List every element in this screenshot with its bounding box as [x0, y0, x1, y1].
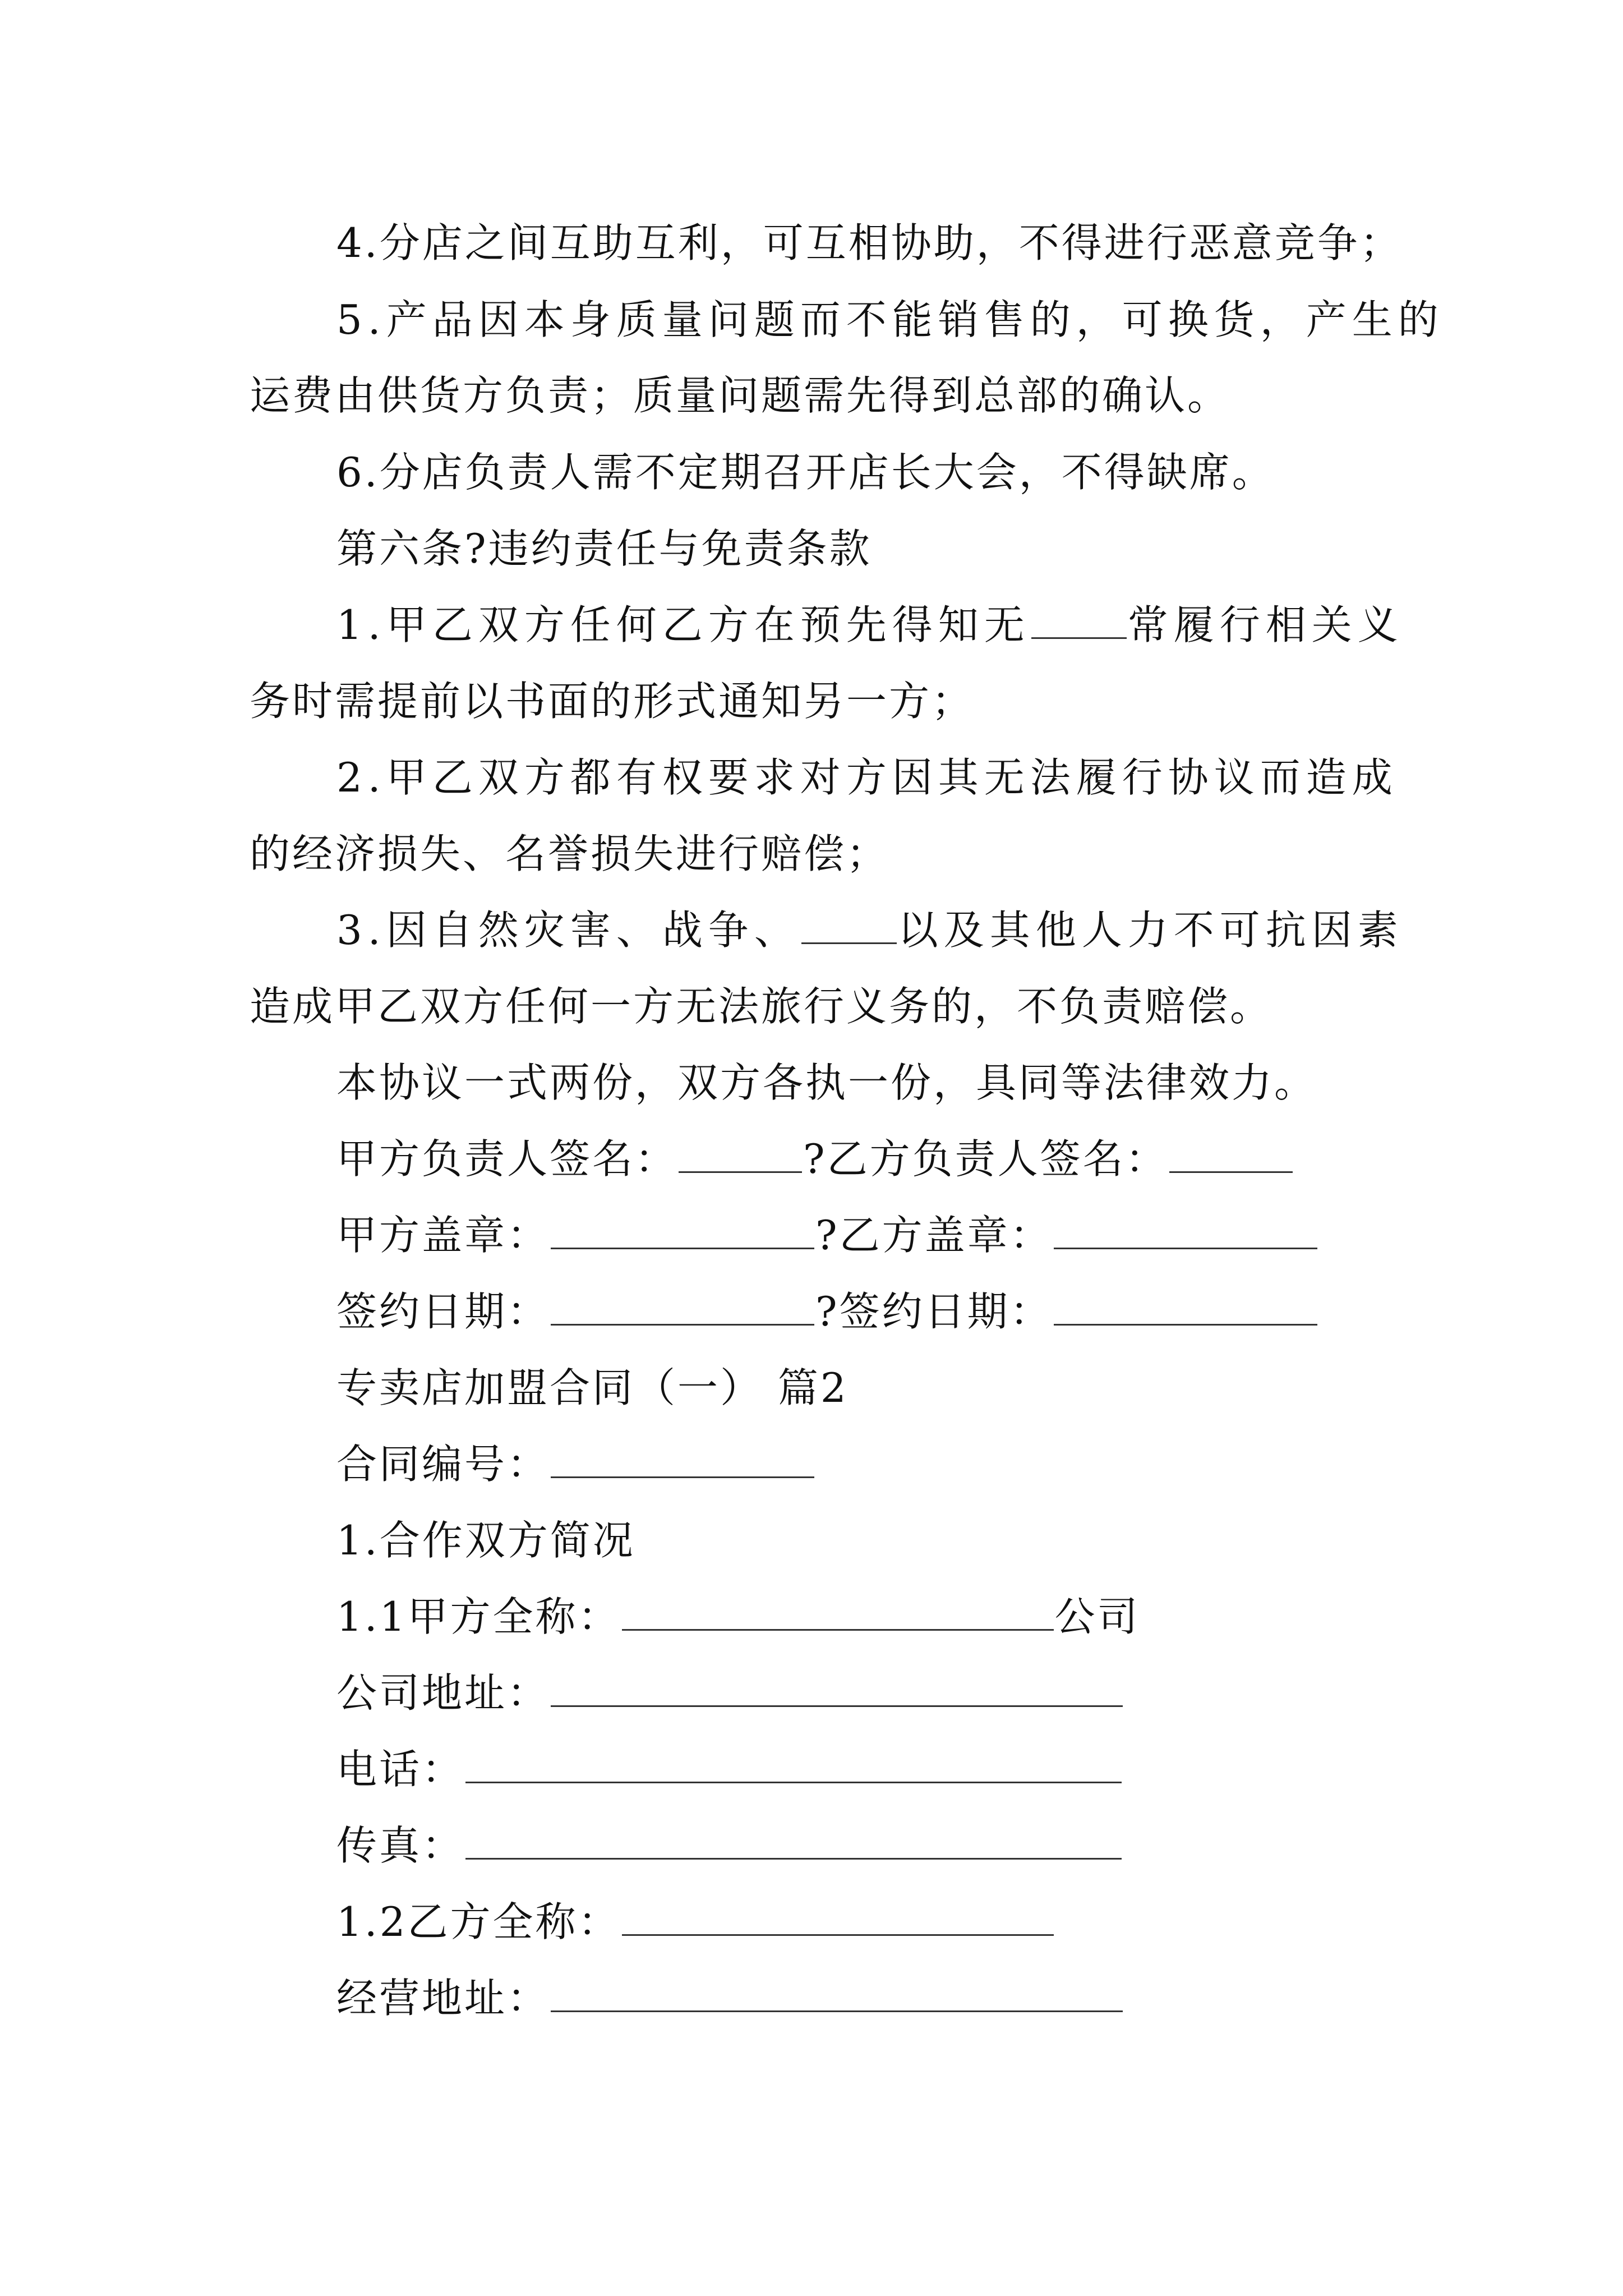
- party-a-seal-field: [551, 1213, 814, 1249]
- party-a-sign-label: 甲方负责人签名：: [336, 1135, 678, 1182]
- date-b-field: [1054, 1289, 1317, 1326]
- section-title: 专卖店加盟合同（一） 篇2: [336, 1364, 849, 1411]
- date-row: [336, 1283, 1318, 1340]
- party-a-name-label: 1.1甲方全称：: [336, 1593, 621, 1640]
- seal-row: [336, 1207, 1318, 1263]
- party-a-seal-label: 甲方盖章：: [336, 1212, 550, 1259]
- party-b-sign-field: [1169, 1137, 1293, 1173]
- party-b-name-label: 1.2乙方全称：: [336, 1898, 621, 1945]
- phone-field: [465, 1747, 1122, 1783]
- liability-clause-2-cont: 的经济损失、名誉损失进行赔偿；: [250, 830, 889, 877]
- party-b-sign-label: ?乙方负责人签名：: [803, 1135, 1168, 1182]
- fax-row: [336, 1818, 1123, 1874]
- blank-field: [801, 908, 897, 944]
- party-a-name-field: [622, 1594, 1054, 1631]
- clause-line-4: 4.分店之间互助互利，可互相协助，不得进行恶意竞争；: [336, 219, 1403, 266]
- company-address-label: 公司地址：: [336, 1669, 550, 1717]
- date-b-label: ?签约日期：: [815, 1288, 1053, 1335]
- fax-field: [465, 1823, 1122, 1860]
- party-b-name-row: [336, 1894, 1055, 1950]
- company-address-row: [336, 1665, 1124, 1721]
- party-b-seal-label: ?乙方盖章：: [815, 1212, 1053, 1259]
- liability-clause-2: 2.甲乙双方都有权要求对方因其无法履行协议而造成: [336, 754, 1398, 801]
- business-address-field: [551, 1976, 1123, 2012]
- phone-label: 电话：: [336, 1746, 465, 1793]
- article-6-heading: 第六条?违约责任与免责条款: [336, 525, 872, 572]
- clause-line-5-cont: 运费由供货方负责；质量问题需先得到总部的确认。: [250, 372, 1230, 419]
- fax-label: 传真：: [336, 1822, 465, 1869]
- blank-field: [1031, 602, 1127, 639]
- liability-clause-3: [336, 902, 1404, 958]
- closing-statement: 本协议一式两份，双方各执一份，具同等法律效力。: [336, 1059, 1317, 1106]
- liability-clause-1-cont: 务时需提前以书面的形式通知另一方；: [250, 678, 975, 725]
- party-a-name-suffix: 公司: [1054, 1593, 1140, 1640]
- liability-clause-3-cont: 造成甲乙双方任何一方无法旅行义务的，不负责赔偿。: [250, 983, 1273, 1030]
- liability-clause-1-part2: 常履行相关义: [1127, 601, 1404, 648]
- party-b-name-field: [622, 1899, 1054, 1936]
- contract-number-label: 合同编号：: [336, 1441, 550, 1488]
- date-a-label: 签约日期：: [336, 1288, 550, 1335]
- company-address-field: [551, 1671, 1123, 1707]
- party-a-sign-field: [679, 1137, 802, 1173]
- date-a-field: [551, 1289, 814, 1326]
- clause-line-6: 6.分店负责人需不定期召开店长大会，不得缺席。: [336, 449, 1275, 496]
- party-a-name-row: [336, 1589, 1140, 1645]
- liability-clause-1: [336, 597, 1404, 653]
- contract-number-field: [551, 1442, 814, 1478]
- liability-clause-3-part1: 3.因自然灾害、战争、: [336, 907, 800, 954]
- parties-heading: 1.合作双方简况: [336, 1517, 635, 1564]
- business-address-label: 经营地址：: [336, 1975, 550, 2022]
- phone-row: [336, 1741, 1123, 1797]
- liability-clause-3-part2: 以及其他人力不可抗因素: [897, 907, 1404, 954]
- liability-clause-1-part1: 1.甲乙双方任何乙方在预先得知无: [336, 601, 1030, 648]
- contract-number-row: [336, 1436, 815, 1492]
- business-address-row: [336, 1970, 1124, 2026]
- signature-row: [336, 1131, 1294, 1187]
- party-b-seal-field: [1054, 1213, 1317, 1249]
- clause-line-5: 5.产品因本身质量问题而不能销售的，可换货，产生的: [336, 296, 1444, 343]
